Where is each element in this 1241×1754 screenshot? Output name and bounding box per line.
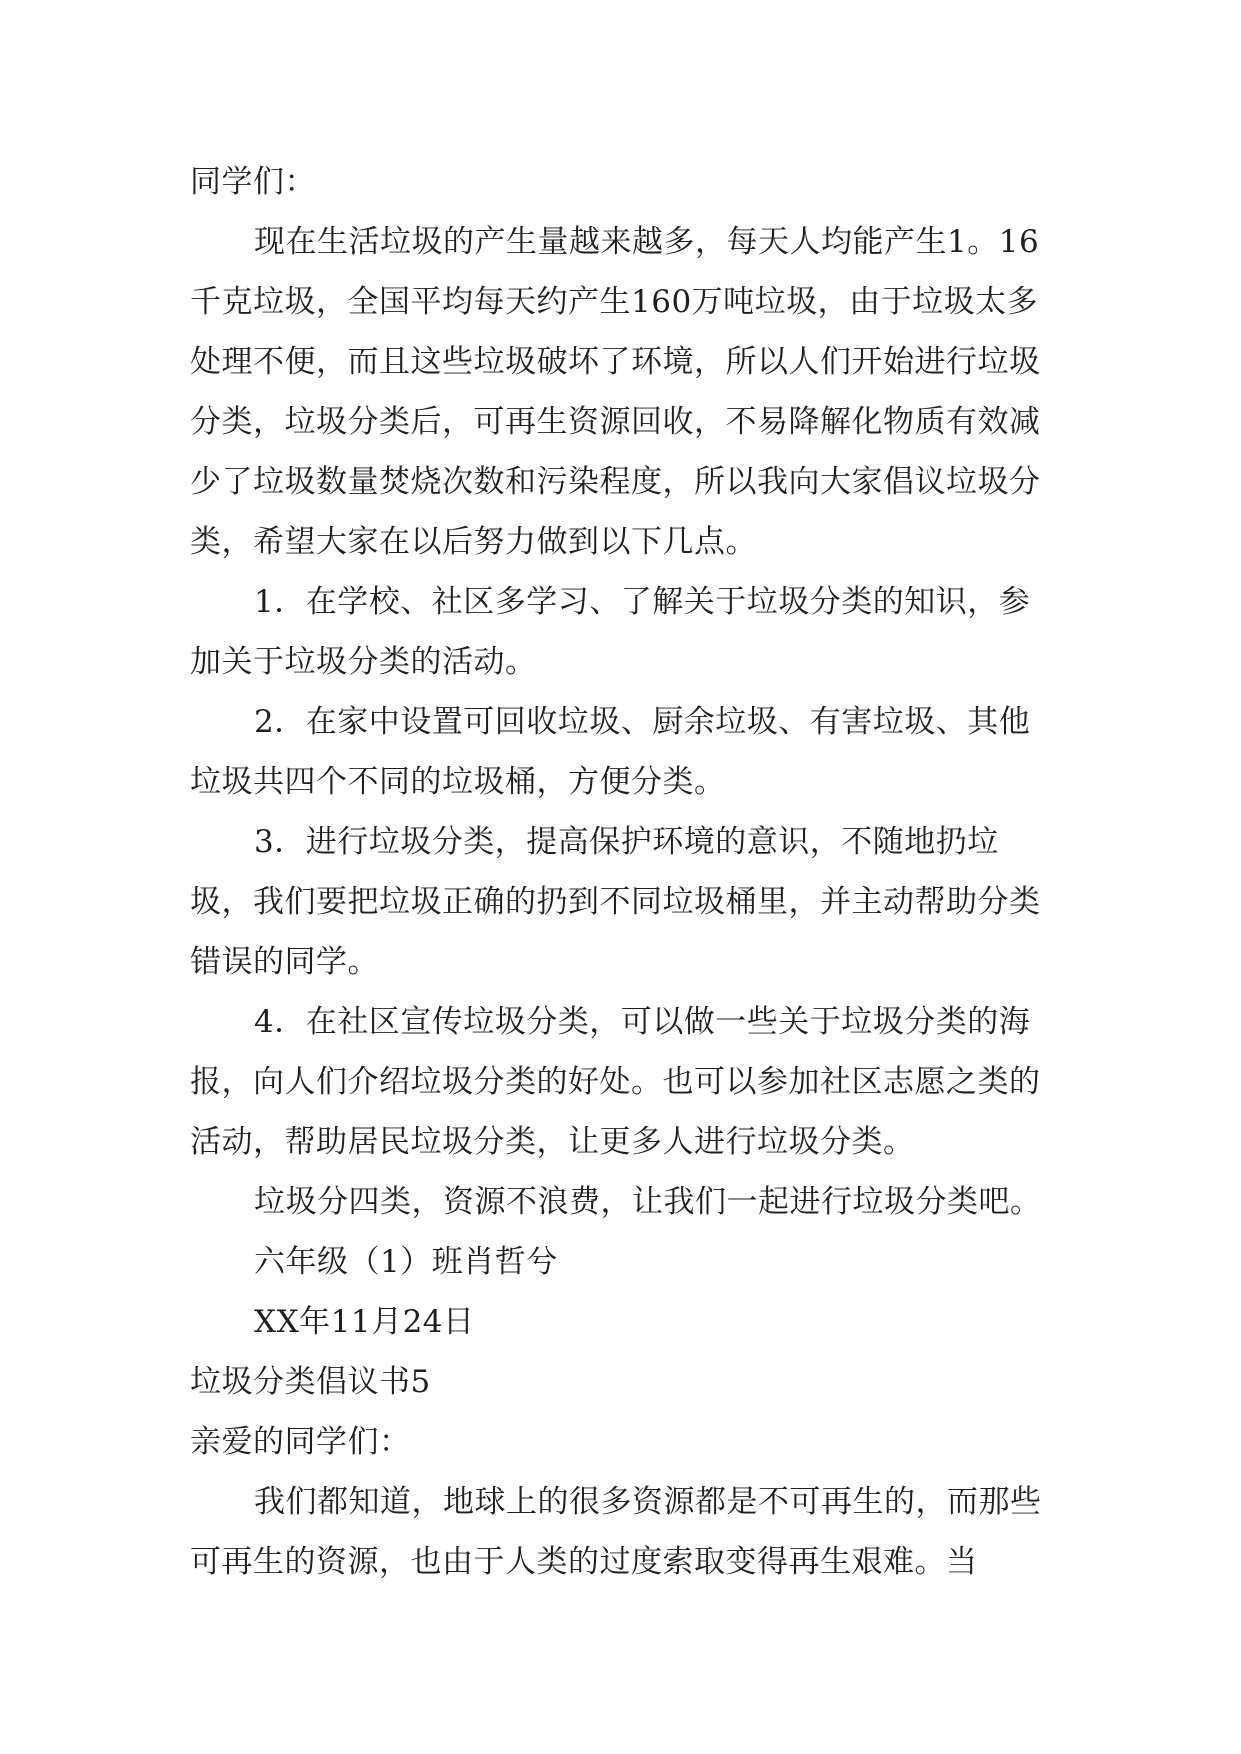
list-item: 1．在学校、社区多学习、了解关于垃圾分类的知识，参加关于垃圾分类的活动。 [190, 584, 1031, 680]
signature: 六年级（1）班肖哲兮 [254, 1244, 558, 1280]
list-item: 4．在社区宣传垃圾分类，可以做一些关于垃圾分类的海报，向人们介绍垃圾分类的好处。也可以参加社区志愿之类的活动，帮助居民垃圾分类，让更多人进行垃圾分类。 [190, 1004, 1041, 1160]
slogan: 垃圾分四类，资源不浪费，让我们一起进行垃圾分类吧。 [254, 1184, 1042, 1220]
document-body [190, 152, 1056, 1592]
body-paragraph: 我们都知道，地球上的很多资源都是不可再生的，而那些可再生的资源，也由于人类的过度索取变得再生艰难。当 [190, 1484, 1042, 1580]
intro-paragraph: 现在生活垃圾的产生量越来越多，每天人均能产生1。16千克垃圾，全国平均每天约产生160万吨垃圾，由于垃圾太多处理不便，而且这些垃圾破坏了环境，所以人们开始进行垃圾分类，垃圾分类后，可再生资源回收，不易降解化物质有效减少了垃圾数量焚烧次数和污染程度，所以我向大家倡议垃圾分类，希望大家在以后努力做到以下几点。 [190, 224, 1041, 560]
list-item: 3．进行垃圾分类，提高保护环境的意识，不随地扔垃圾，我们要把垃圾正确的扔到不同垃圾桶里，并主动帮助分类错误的同学。 [190, 824, 1041, 980]
section-title: 垃圾分类倡议书5 [190, 1364, 431, 1400]
salutation: 亲爱的同学们： [190, 1424, 411, 1460]
salutation: 同学们： [190, 164, 316, 200]
date: XX年11月24日 [254, 1304, 475, 1340]
list-item: 2．在家中设置可回收垃圾、厨余垃圾、有害垃圾、其他垃圾共四个不同的垃圾桶，方便分类。 [190, 704, 1031, 800]
